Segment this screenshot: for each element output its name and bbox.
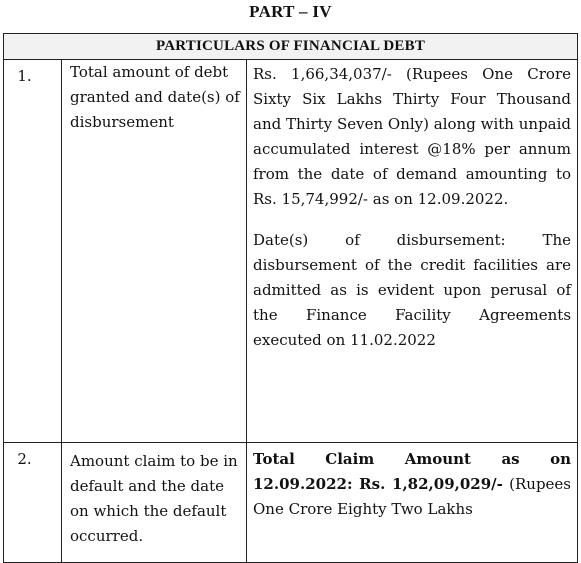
claim-amount-words: (Rupees One Crore Eighty Two Lakhs — [253, 475, 572, 518]
row-detail-cell — [247, 60, 578, 443]
table-row — [4, 443, 578, 563]
row-label-cell — [62, 443, 247, 563]
financial-debt-table — [3, 33, 578, 563]
row-label-cell — [62, 60, 247, 443]
row-number — [4, 60, 62, 443]
claim-amount-paragraph — [247, 443, 577, 522]
table-row — [4, 60, 578, 443]
row-label: Total amount of debt granted and date(s) of disbursement — [70, 63, 240, 131]
table-title: PARTICULARS OF FINANCIAL DEBT — [4, 34, 578, 60]
row-number-text: 2. — [17, 450, 32, 468]
table-title-row — [4, 34, 578, 60]
part-heading: PART – IV — [249, 2, 332, 21]
claim-amount-bold: Total Claim Amount as on 12.09.2022: Rs. 1,82,09,029/- — [253, 450, 572, 493]
row-label: Amount claim to be in default and the date on which the default occurred. — [70, 452, 238, 545]
disbursement-paragraph: Date(s) of disbursement: The disbursement of the credit facilities are admitted as is evident upon perusal of the Finance Facility Agreements executed on 11.02.2022 — [253, 231, 572, 349]
row-number — [4, 443, 62, 563]
row-number-text: 1. — [17, 67, 32, 85]
row-detail-cell — [247, 443, 578, 563]
debt-amount-paragraph: Rs. 1,66,34,037/- (Rupees One Crore Sixty Six Lakhs Thirty Four Thousand and Thirty Seven Only) along with unpaid accumulated interest @18% per annum from the date of demand amounting to Rs. 15,74,992/- as on 12.09.2022. — [253, 65, 572, 208]
